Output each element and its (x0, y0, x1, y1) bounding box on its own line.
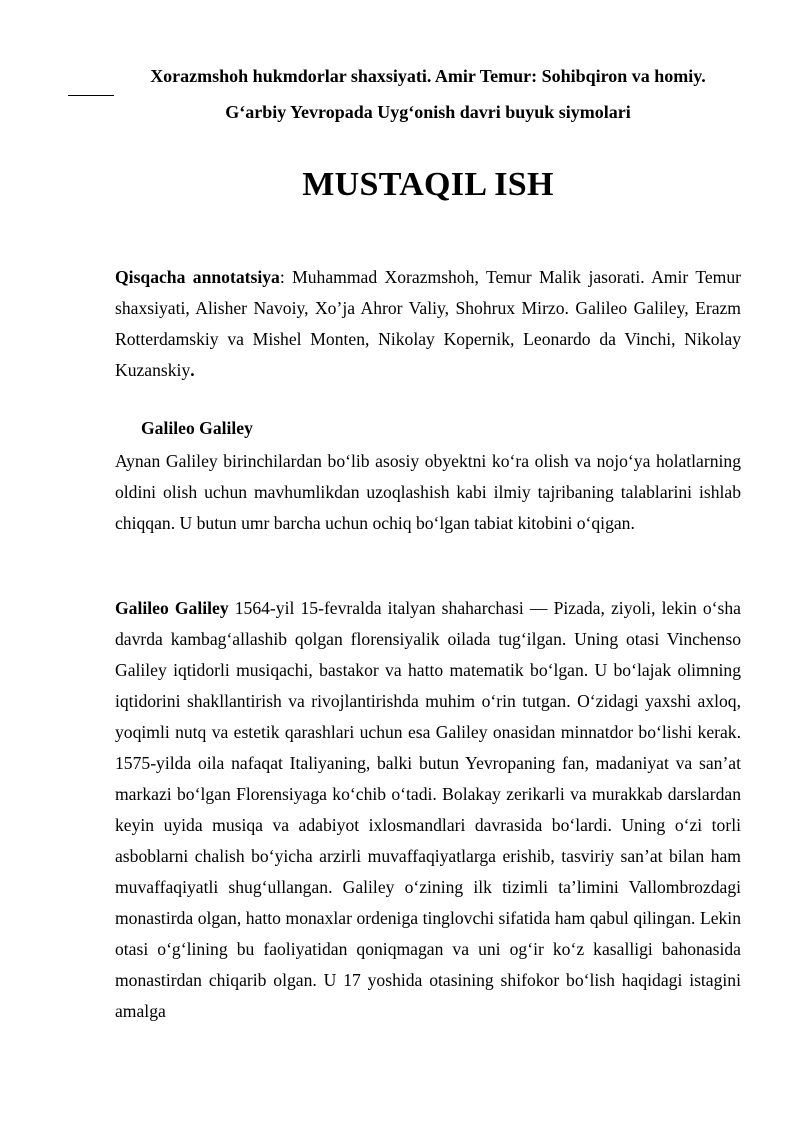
page-title: MUSTAQIL ISH (302, 166, 554, 203)
annotation-label: Qisqacha annotatsiya (115, 267, 280, 287)
paragraph-1-text: Aynan Galiley birinchilardan bo‘lib asosiy obyektni ko‘ra olish va nojo‘ya holatlarning oldini olish uchun mavhumlikdan uzoqlashish kabi ilmiy tajribaning talablarini ishlab chiqqan. U butun umr barcha uchun ochiq bo‘lgan tabiat kitobini o‘qigan. (115, 451, 741, 533)
paragraph-2 (115, 593, 741, 1027)
paragraph-2-lead: Galileo Galiley (115, 598, 229, 618)
topic-header (115, 58, 741, 130)
topic-line-2: G‘arbiy Yevropada Uyg‘onish davri buyuk siymolari (225, 102, 631, 122)
annotation-separator: : (279, 267, 285, 287)
annotation-paragraph (115, 262, 741, 386)
annotation-end: . (190, 360, 195, 380)
topic-line-1: Xorazmshoh hukmdorlar shaxsiyati. Amir Temur: Sohibqiron va homiy. (150, 66, 706, 86)
section-heading: Galileo Galiley (141, 418, 253, 438)
corner-rule (68, 95, 114, 96)
paragraph-1 (115, 446, 741, 539)
annotation-text: Muhammad Xorazmshoh, Temur Malik jasorati. Amir Temur shaxsiyati, Alisher Navoiy, Xo’ja Ahror Valiy, Shohrux Mirzo. Galileo Galiley, Erazm Rotterdamskiy va Mishel Monten, Nikolay Kopernik, Leonardo da Vinchi, Nikolay Kuzanskiy (115, 267, 741, 380)
paragraph-2-text: 1564-yil 15-fevralda italyan shaharchasi — Pizada, ziyoli, lekin o‘sha davrda kambag‘allashib qolgan florensiyalik oilada tug‘ilgan. Uning otasi Vinchenso Galiley iqtidorli musiqachi, bastakor va hatto matematik bo‘lgan. U bo‘lajak olimning iqtidorini shakllantirish va rivojlantirishda muhim o‘rin tutgan. O‘zidagi yaxshi axloq, yoqimli nutq va estetik qarashlari uchun esa Galiley onasidan minnatdor bo‘lishi kerak. 1575-yilda oila nafaqat Italiyaning, balki butun Yevropaning fan, madaniyat va san’at markazi bo‘lgan Florensiyaga ko‘chib o‘tadi. Bolakay zerikarli va murakkab darslardan keyin uyida musiqa va adabiyot ixlosmandlari davrasida bo‘lardi. Uning o‘zi torli asboblarni chalish bo‘yicha arzirli muvaffaqiyatlarga erishib, tasviriy san’at bilan ham muvaffaqiyatli shug‘ullangan. Galiley o‘zining ilk tizimli ta’limini Vallombrozdagi monastirda olgan, hatto monaxlar ordeniga tinglovchi sifatida ham qabul qilingan. Lekin otasi o‘g‘lining bu faoliyatidan qoniqmagan va uni og‘ir ko‘z kasalligi bahonasida monastirdan chiqarib olgan. U 17 yoshida otasining shifokor bo‘lish haqidagi istagini amalga (115, 598, 741, 1021)
